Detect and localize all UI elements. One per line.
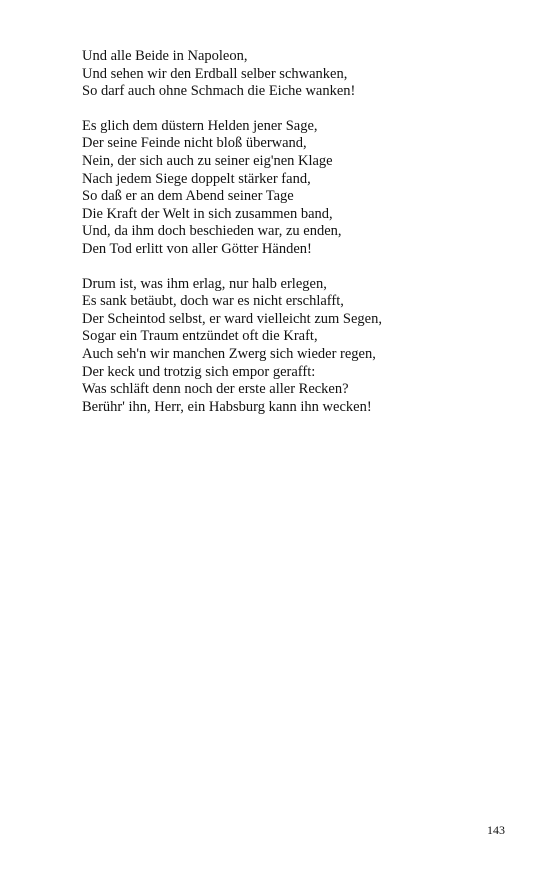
poem-line: Es sank betäubt, doch war es nicht erschlafft, [82,293,344,310]
poem-line: Und alle Beide in Napoleon, [82,48,248,64]
poem-line: Der keck und trotzig sich empor gerafft: [82,363,316,380]
poem-line: So daß er an dem Abend seiner Tage [82,188,294,205]
poem-line: Nach jedem Siege doppelt stärker fand, [82,170,311,187]
poem-line: Sogar ein Traum entzündet oft die Kraft, [82,328,318,345]
stanza-2 [82,118,522,259]
poem-line: So darf auch ohne Schmach die Eiche wanken! [82,83,356,100]
stanza-3 [82,276,522,417]
poem-line: Die Kraft der Welt in sich zusammen band, [82,205,333,222]
poem-line: Auch seh'n wir manchen Zwerg sich wieder regen, [82,345,376,362]
poem-line: Es glich dem düstern Helden jener Sage, [82,117,318,134]
page-number: 143 [487,823,505,837]
poem-line: Und, da ihm doch beschieden war, zu enden, [82,223,342,240]
poem-line: Der seine Feinde nicht bloß überwand, [82,135,307,152]
poem-line: Und sehen wir den Erdball selber schwanken, [82,65,348,82]
poem-line: Nein, der sich auch zu seiner eig'nen Klage [82,152,333,169]
poem-line: Der Scheintod selbst, er ward vielleicht zum Segen, [82,310,382,327]
poem-line: Was schläft denn noch der erste aller Recken? [82,381,349,398]
poem-line: Den Tod erlitt von aller Götter Händen! [82,240,312,257]
poem-body [82,48,522,433]
stanza-1 [82,48,522,101]
poem-line: Drum ist, was ihm erlag, nur halb erlegen, [82,275,327,292]
poem-line: Berühr' ihn, Herr, ein Habsburg kann ihn wecken! [82,398,372,415]
